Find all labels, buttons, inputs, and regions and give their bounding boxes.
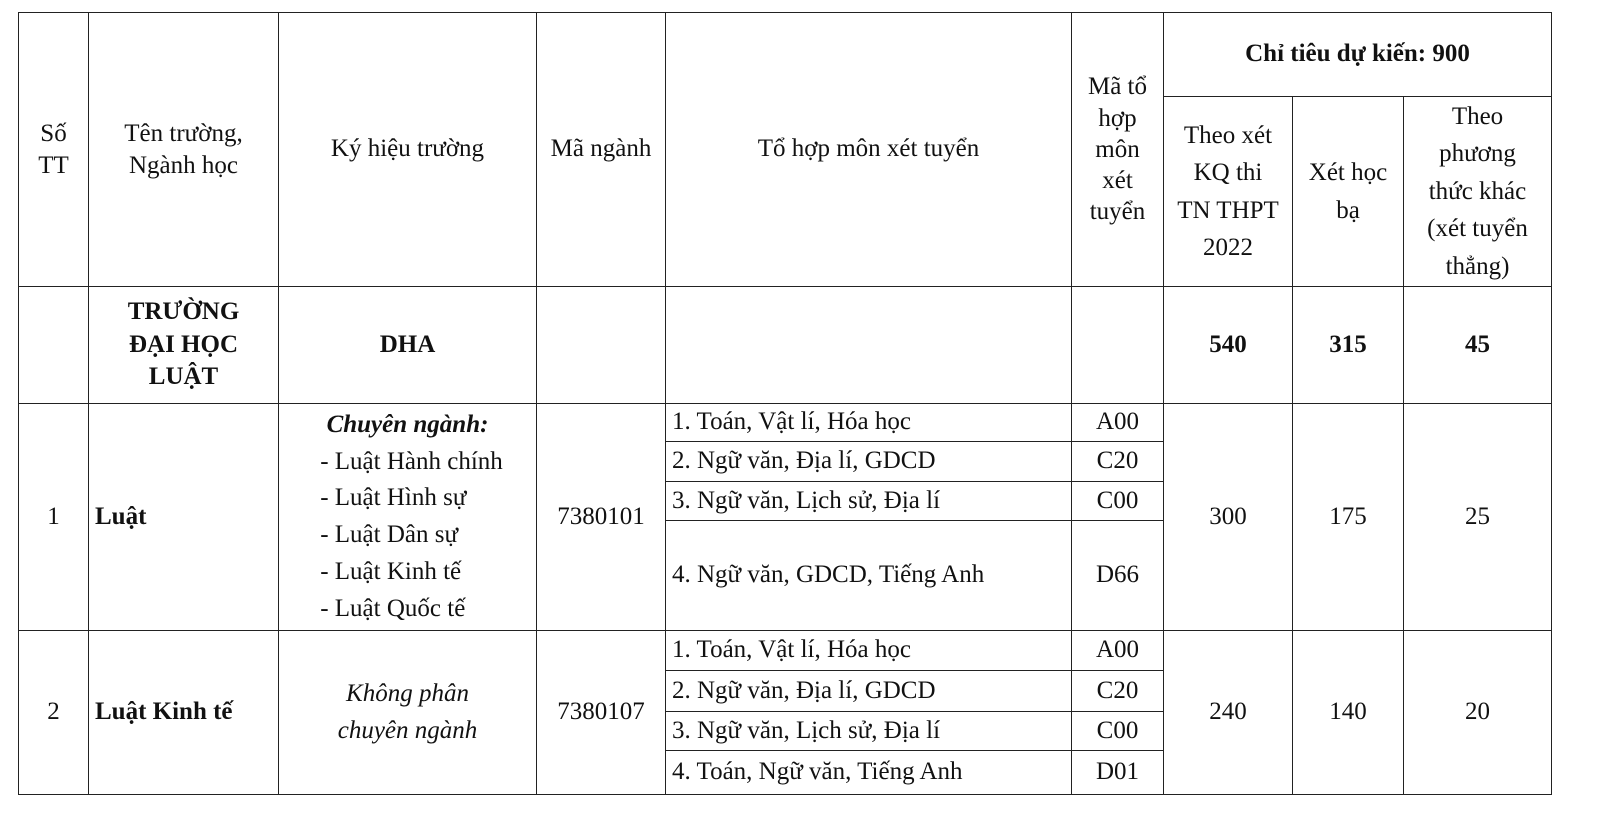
- row1-quota-other: 25: [1404, 404, 1552, 631]
- header-quota-title: Chỉ tiêu dự kiến: 900: [1164, 13, 1552, 97]
- row2-combo-4: 4. Toán, Ngữ văn, Tiếng Anh: [666, 751, 1072, 795]
- row1-combo-3: 3. Ngữ văn, Lịch sử, Địa lí: [666, 482, 1072, 521]
- row1-quota-exam: 300: [1164, 404, 1293, 631]
- list-item: - Luật Kinh tế: [320, 557, 462, 585]
- school-combo-code: [1072, 287, 1164, 404]
- header-row-1: [19, 13, 1552, 97]
- row2-combo-code-1: A00: [1072, 631, 1164, 671]
- row2-combo-3: 3. Ngữ văn, Lịch sử, Địa lí: [666, 712, 1072, 751]
- row1-major: Luật: [89, 404, 279, 631]
- spec-line-2: chuyên ngành: [337, 716, 478, 744]
- row1-quota-transcript: 175: [1293, 404, 1404, 631]
- list-item: - Luật Dân sự: [320, 521, 459, 548]
- row2-quota-exam: 240: [1164, 631, 1293, 795]
- list-item: - Luật Hành chính: [320, 447, 503, 475]
- row2-specializations: [279, 631, 537, 795]
- spec-line-1: Không phân: [346, 680, 469, 708]
- row1-combo-code-1: A00: [1072, 404, 1164, 442]
- row1-combo-code-2: C20: [1072, 442, 1164, 482]
- row1-combo-code-4: D66: [1072, 521, 1164, 631]
- row1-stt: 1: [19, 404, 89, 631]
- table-row: [19, 404, 1552, 442]
- school-major-code: [537, 287, 666, 404]
- school-subject-combo: [666, 287, 1072, 404]
- school-name-text: TRƯỜNG ĐẠI HỌC LUẬT: [127, 298, 240, 391]
- row1-combo-code-3: C00: [1072, 482, 1164, 521]
- table-row: [19, 631, 1552, 671]
- spec-heading: Chuyên ngành:: [326, 410, 489, 438]
- list-item: - Luật Hình sự: [320, 484, 467, 512]
- header-combo-code-text: Mã tổ hợp môn xét tuyển: [1087, 73, 1148, 226]
- row2-quota-other: 20: [1404, 631, 1552, 795]
- header-quota-transcript-text: Xét học bạ: [1308, 159, 1388, 224]
- header-quota-other: [1404, 97, 1552, 287]
- row1-major-code: 7380101: [537, 404, 666, 631]
- row1-combo-1: 1. Toán, Vật lí, Hóa học: [666, 404, 1072, 442]
- specialization-list: [312, 407, 503, 628]
- row1-combo-2: 2. Ngữ văn, Địa lí, GDCD: [666, 442, 1072, 482]
- school-stt: [19, 287, 89, 404]
- header-stt: [19, 13, 89, 287]
- header-stt-text: Số TT: [38, 120, 69, 179]
- row2-combo-code-3: C00: [1072, 712, 1164, 751]
- school-row: [19, 287, 1552, 404]
- row2-combo-code-2: C20: [1072, 671, 1164, 712]
- header-subject-combo: Tổ hợp môn xét tuyển: [666, 13, 1072, 287]
- header-quota-transcript: [1293, 97, 1404, 287]
- header-quota-exam: [1164, 97, 1293, 287]
- row1-specializations: [279, 404, 537, 631]
- school-quota-exam: 540: [1164, 287, 1293, 404]
- row2-combo-1: 1. Toán, Vật lí, Hóa học: [666, 631, 1072, 671]
- school-name: [89, 287, 279, 404]
- row2-major: Luật Kinh tế: [89, 631, 279, 795]
- row2-quota-transcript: 140: [1293, 631, 1404, 795]
- row2-combo-2: 2. Ngữ văn, Địa lí, GDCD: [666, 671, 1072, 712]
- header-quota-other-text: Theo phương thức khác (xét tuyển thẳng): [1427, 102, 1528, 280]
- row2-major-code: 7380107: [537, 631, 666, 795]
- school-quota-transcript: 315: [1293, 287, 1404, 404]
- header-major-code: Mã ngành: [537, 13, 666, 287]
- header-school-code: Ký hiệu trường: [279, 13, 537, 287]
- admission-quota-table: [18, 12, 1552, 795]
- row1-combo-4: 4. Ngữ văn, GDCD, Tiếng Anh: [666, 521, 1072, 631]
- header-combo-code: [1072, 13, 1164, 287]
- list-item: - Luật Quốc tế: [320, 594, 466, 622]
- row2-combo-code-4: D01: [1072, 751, 1164, 795]
- school-code: DHA: [279, 287, 537, 404]
- row2-stt: 2: [19, 631, 89, 795]
- admission-table-wrapper: [18, 12, 1552, 795]
- header-school-major: [89, 13, 279, 287]
- school-quota-other: 45: [1404, 287, 1552, 404]
- header-quota-exam-text: Theo xét KQ thi TN THPT 2022: [1177, 121, 1279, 261]
- header-school-major-text: Tên trường, Ngành học: [124, 120, 243, 179]
